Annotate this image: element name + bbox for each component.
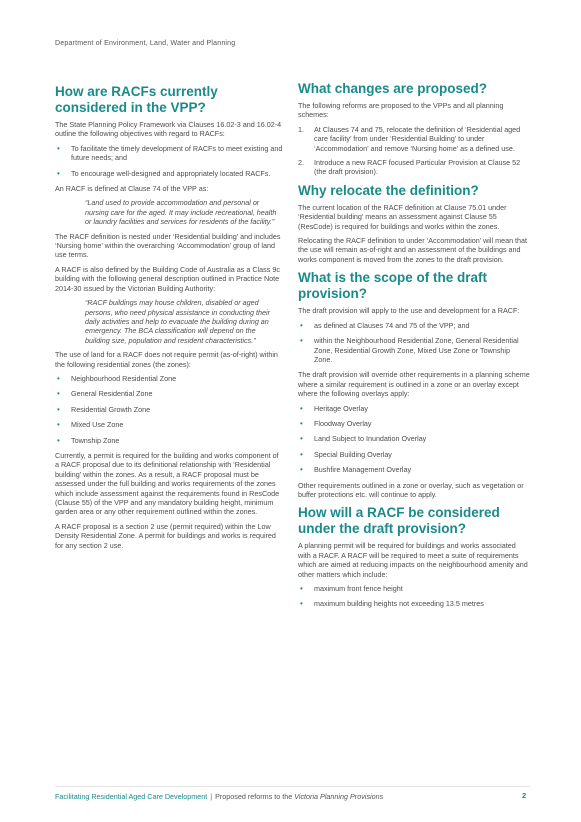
definition-quote: “Land used to provide accommodation and personal or nursing care for the aged. It may include recreational, health or laundry facilities and services for residents of the facility.” [85,198,277,227]
footer-subtitle-italic: Victoria Planning Provisions [294,792,384,801]
paragraph: Other requirements outlined in a zone or overlay, such as vegetation or buffer protections etc. will continue to apply. [298,480,524,499]
list-item: • Township Zone [55,436,283,445]
page-footer [55,792,383,801]
list-item: • maximum building heights not exceeding 13.5 metres [298,599,530,608]
list-number: 2. [298,158,304,168]
page-header: Department of Environment, Land, Water and Planning [55,40,236,47]
list-item: • Land Subject to Inundation Overlay [298,434,530,443]
list-item: • Neighbourhood Residential Zone [55,374,283,383]
list-item: • as defined at Clauses 74 and 75 of the VPP; and [298,321,530,330]
bca-quote: “RACF buildings may house children, disabled or aged persons, who need physical assistance in conducting their daily activities and help to evacuate the building during an emergency. The BCA classification will depend on the building size, population and resident characteristics.” [85,298,270,345]
paragraph: A RACF is also defined by the Building Code of Australia as a Class 9c building with the following general description outlined in Practice Note 2014-30 issued by the Victorian Building Authority: [55,264,280,293]
section-heading-changes: What changes are proposed? [298,81,488,96]
list-item: • maximum front fence height [298,584,530,593]
paragraph: The draft provision will override other requirements in a planning scheme where a similar requirement is outlined in a zone or an overlay except where the following overlays apply: [298,370,530,399]
list-item: • Heritage Overlay [298,404,530,413]
zones-list [55,374,283,445]
list-item: • To encourage well-designed and appropriately located RACFs. [55,169,283,178]
overlays-list [298,404,530,475]
list-text: Introduce a new RACF focused Particular Provision at Clause 52 (the draft provision). [314,158,521,177]
list-item [298,158,530,177]
list-number: 1. [298,124,304,134]
paragraph: The draft provision will apply to the use and development for a RACF: [298,306,520,316]
left-column [55,84,283,555]
section-heading-current: How are RACFs currently considered in the VPP? [55,84,218,115]
list-item: • Bushfire Management Overlay [298,465,530,474]
reforms-list [298,125,530,177]
list-item: • Floodway Overlay [298,419,530,428]
list-item: • Residential Growth Zone [55,405,283,414]
footer-subtitle: Proposed reforms to the [215,792,293,801]
paragraph: The use of land for a RACF does not require permit (as-of-right) within the following residential zones (the zones): [55,350,278,369]
page-number: 2 [522,791,527,800]
list-item: • General Residential Zone [55,389,283,398]
paragraph: The RACF definition is nested under ‘Residential building’ and includes ‘Nursing home’ within the overarching ‘Accommodation’ group of land use terms. [55,231,281,260]
scope-list [298,321,530,365]
paragraph: The following reforms are proposed to the VPPs and all planning schemes: [298,101,504,120]
section-heading-scope: What is the scope of the draft provision? [298,270,488,302]
list-item: • Mixed Use Zone [55,420,283,429]
section-heading-consideration: How will a RACF be considered under the draft provision? [298,505,500,537]
section-heading-relocate: Why relocate the definition? [298,182,479,198]
right-column [298,81,530,615]
list-item [298,125,530,153]
footer-divider [55,786,530,787]
paragraph: The current location of the RACF definition at Clause 75.01 under ‘Residential building’ means an assessment against Clause 55 (ResCode) is required for buildings and works within the zones. [298,202,507,231]
paragraph: A planning permit will be required for buildings and works associated with a RACF. A RACF will be required to meet a suite of requirements which are aimed at reducing impacts on the neighbourhood amenity and other matters which include: [298,541,528,579]
paragraph: Currently, a permit is required for the building and works component of a RACF proposal due to its definitional relationship with ‘Residential building’ within the zones. As a result, a RACF proposal must be assessed under the full building and works requirements of the zones which include assessment against the requirements found in ResCode (Clause 55) of the VPP and any mandatory building height, minimum garden area or any other requirement outlined within the zones. [55,450,280,517]
footer-title: Facilitating Residential Aged Care Development [55,792,208,801]
requirements-list [298,584,530,609]
footer-separator: | [210,792,213,801]
paragraph: An RACF is defined at Clause 74 of the VPP as: [55,184,209,194]
paragraph: A RACF proposal is a section 2 use (permit required) within the Low Density Residential Zone. A permit for buildings and works is required for any section 2 use. [55,521,276,550]
list-item: • within the Neighbourhood Residential Zone, General Residential Zone, Residential Growth Zone, Mixed Use Zone or Township Zone. [298,336,530,364]
paragraph: The State Planning Policy Framework via Clauses 16.02-3 and 16.02-4 outline the following objectives with regard to RACFs: [55,120,282,139]
list-text: At Clauses 74 and 75, relocate the definition of ‘Residential aged care facility’ from under ‘Residential Building’ to under ‘Accommodation’ and remove ‘Nursing home’ as a defined use. [314,124,521,153]
list-item: • To facilitate the timely development of RACFs to meet existing and future needs; and [55,144,283,163]
objectives-list [55,144,283,178]
paragraph: Relocating the RACF definition to under ‘Accommodation’ will mean that the use will remain as-of-right and an assessment of the buildings and works component is moved from the zones to the draft provision. [298,236,528,264]
list-item: • Special Building Overlay [298,450,530,459]
